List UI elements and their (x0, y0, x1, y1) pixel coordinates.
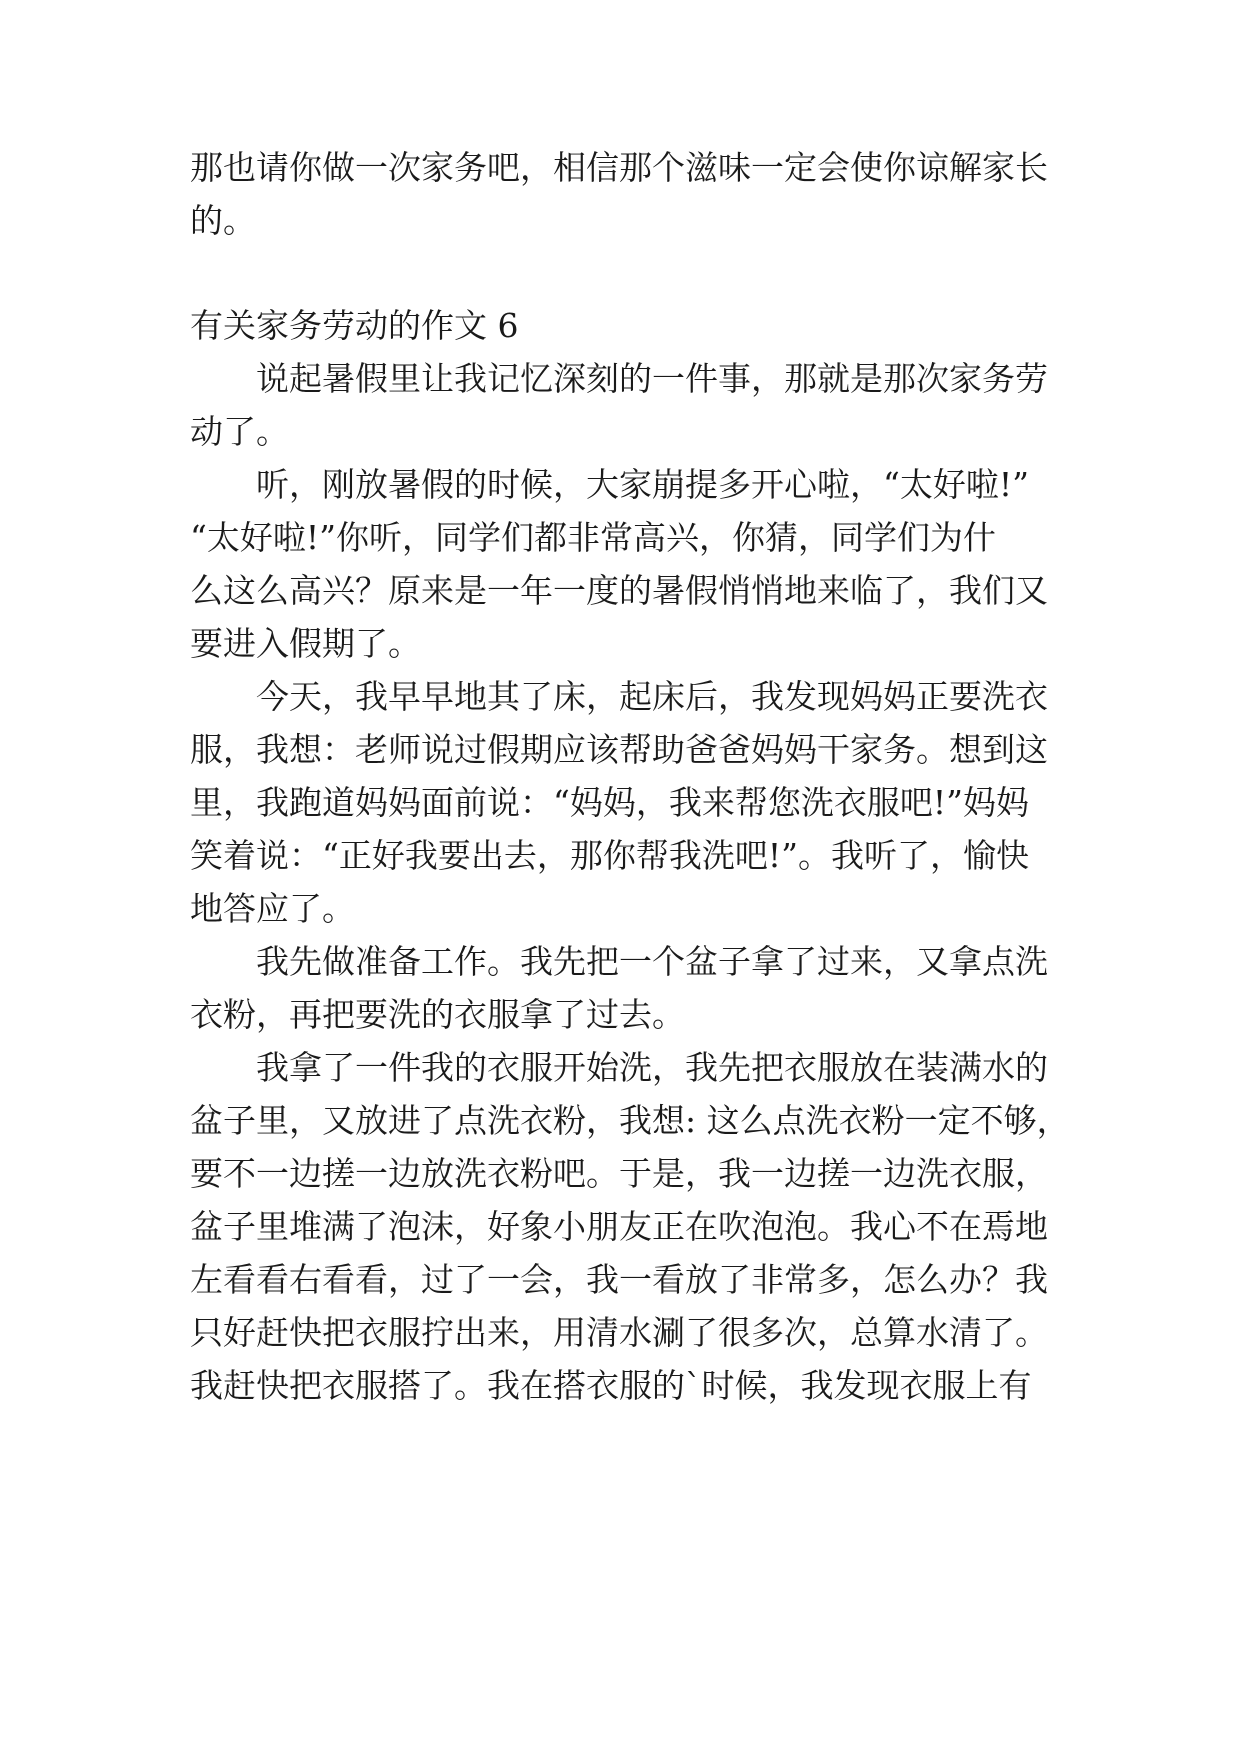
text-line: 我先做准备工作。我先把一个盆子拿了过来，又拿点洗 (256, 942, 1048, 981)
text-line: 今天，我早早地其了床，起床后，我发现妈妈正要洗衣 (256, 677, 1048, 716)
text-line: 要不一边搓一边放洗衣粉吧。于是，我一边搓一边洗衣服， (190, 1154, 1048, 1193)
text-line: 要进入假期了。 (190, 624, 421, 663)
section-heading: 有关家务劳动的作文 6 (190, 306, 519, 345)
text-line: 那也请你做一次家务吧，相信那个滋味一定会使你谅解家长 (190, 148, 1048, 187)
text-line: 的。 (190, 201, 256, 240)
text-line: 我拿了一件我的衣服开始洗，我先把衣服放在装满水的 (256, 1048, 1048, 1087)
text-line: 听，刚放暑假的时候，大家崩提多开心啦，“太好啦!” (256, 465, 1030, 504)
text-line: 我赶快把衣服搭了。我在搭衣服的`时候，我发现衣服上有 (190, 1366, 1032, 1405)
text-line: 只好赶快把衣服拧出来，用清水涮了很多次，总算水清了。 (190, 1313, 1048, 1352)
text-line: 衣粉，再把要洗的衣服拿了过去。 (190, 995, 685, 1034)
text-line: 笑着说：“正好我要出去，那你帮我洗吧!”。我听了，愉快 (190, 836, 1030, 875)
text-line: 说起暑假里让我记忆深刻的一件事，那就是那次家务劳 (256, 359, 1048, 398)
text-line: 地答应了。 (190, 889, 355, 928)
text-line: 盆子里堆满了泡沫，好象小朋友正在吹泡泡。我心不在焉地 (190, 1207, 1048, 1246)
text-line: 盆子里，又放进了点洗衣粉，我想: 这么点洗衣粉一定不够， (190, 1101, 1070, 1140)
text-line: 服，我想：老师说过假期应该帮助爸爸妈妈干家务。想到这 (190, 730, 1048, 769)
text-line: “太好啦!”你听，同学们都非常高兴，你猜，同学们为什 (190, 518, 997, 557)
text-line: 么这么高兴？原来是一年一度的暑假悄悄地来临了，我们又 (190, 571, 1048, 610)
text-line: 左看看右看看，过了一会，我一看放了非常多，怎么办？我 (190, 1260, 1048, 1299)
text-line: 里，我跑道妈妈面前说：“妈妈，我来帮您洗衣服吧!”妈妈 (190, 783, 1030, 822)
text-line: 动了。 (190, 412, 289, 451)
